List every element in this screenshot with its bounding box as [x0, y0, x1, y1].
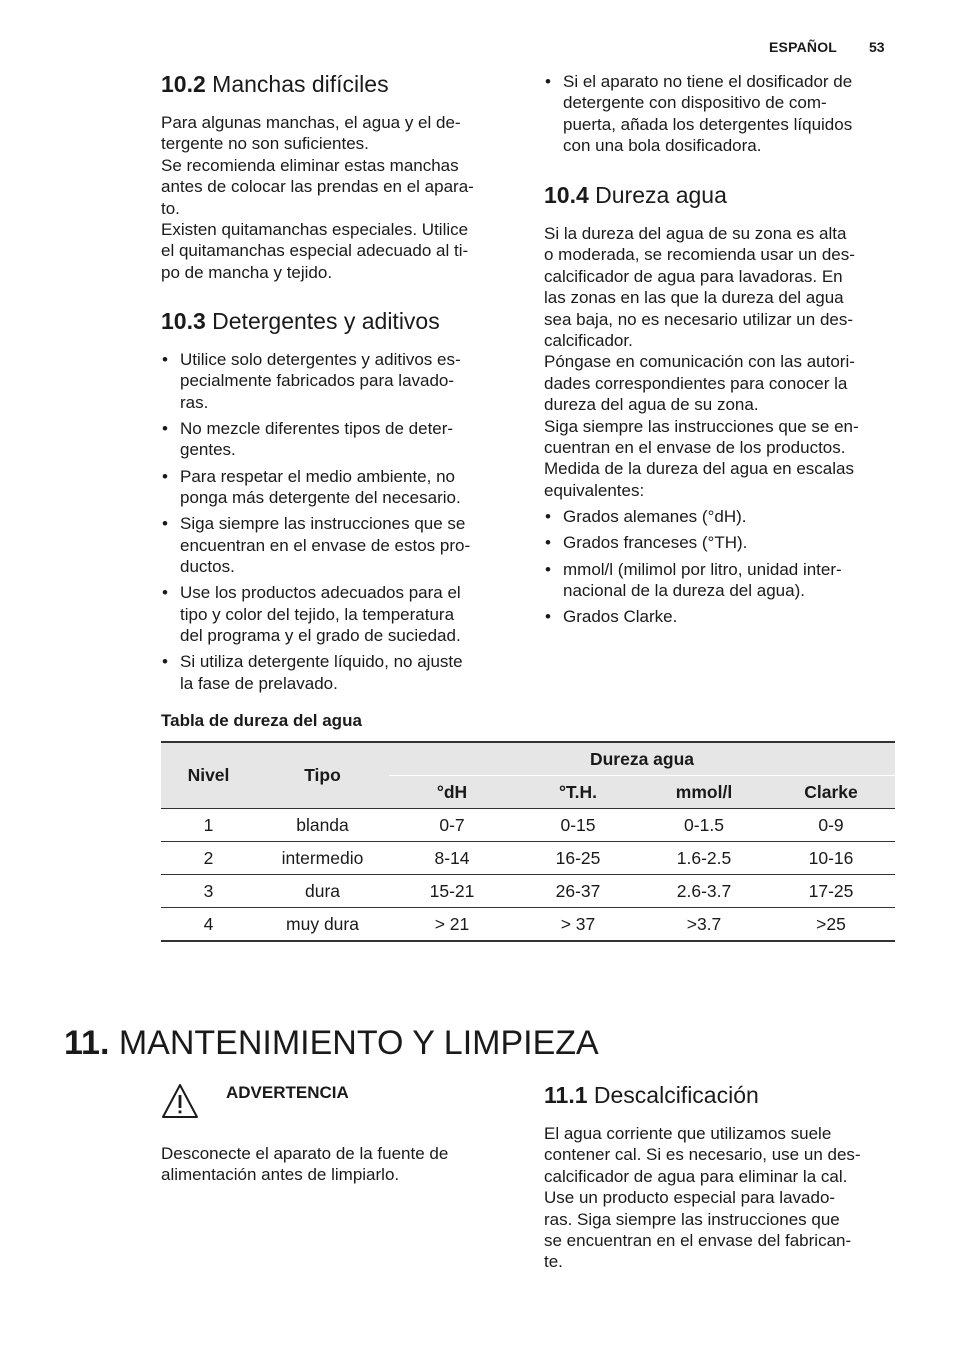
section-10-3	[161, 307, 521, 699]
list-item: • Utilice solo detergentes y aditivos es- pecialmente fabricados para lavado- ras.	[161, 349, 521, 413]
table-cell: dura	[256, 875, 389, 908]
table-header-row	[161, 742, 895, 776]
section-title: 10.3 Detergentes y aditivos	[161, 308, 440, 334]
table-row	[161, 842, 895, 875]
table-cell: 0-15	[515, 809, 641, 842]
table-cell: 0-7	[389, 809, 515, 842]
warning-text: Desconecte el aparato de la fuente de alimentación antes de limpiarlo.	[161, 1144, 449, 1185]
table-cell: >3.7	[641, 908, 767, 942]
list-item: • Grados alemanes (°dH).	[544, 506, 904, 527]
table-cell: 2.6-3.7	[641, 875, 767, 908]
list-item: • No mezcle diferentes tipos de deter- gentes.	[161, 418, 521, 461]
table-caption: Tabla de dureza del agua	[161, 711, 362, 730]
section-10-4	[544, 181, 904, 633]
table-cell: muy dura	[256, 908, 389, 942]
bullet-list	[161, 349, 521, 694]
column-header-clarke: Clarke	[767, 776, 895, 809]
column-header-dh: °dH	[389, 776, 515, 809]
section-paragraph: Para algunas manchas, el agua y el de- tergente no son suficientes. Se recomienda eliminar estas manchas antes de colocar las prendas en el apara- to. Existen quitamanchas especiales. Utilice el quitamanchas especial adecuado al ti- po de mancha y tejido.	[161, 113, 474, 282]
bullet-list	[544, 506, 904, 627]
warning-title: ADVERTENCIA	[226, 1083, 349, 1102]
table-cell: 8-14	[389, 842, 515, 875]
table-cell: 0-9	[767, 809, 895, 842]
table-row	[161, 908, 895, 942]
section-11-1	[544, 1081, 904, 1273]
table-cell: 1	[161, 809, 256, 842]
table-cell: > 37	[515, 908, 641, 942]
table-cell: blanda	[256, 809, 389, 842]
table-cell: 3	[161, 875, 256, 908]
column-header-level: Nivel	[161, 742, 256, 809]
section-title: 10.2 Manchas difíciles	[161, 71, 389, 97]
column-group-header: Dureza agua	[389, 742, 895, 776]
list-item: • Si el aparato no tiene el dosificador de detergente con dispositivo de com- puerta, añada los detergentes líquidos con una bola dosificadora.	[544, 71, 904, 157]
list-item: • Siga siempre las instrucciones que se encuentran en el envase de estos pro- ductos.	[161, 513, 521, 577]
section-10-2	[161, 70, 521, 283]
bullet-list	[544, 71, 904, 157]
table-cell: 1.6-2.5	[641, 842, 767, 875]
column-header-mmol: mmol/l	[641, 776, 767, 809]
chapter-title: 11. MANTENIMIENTO Y LIMPIEZA	[64, 1024, 599, 1062]
table-cell: 15-21	[389, 875, 515, 908]
table-cell: 26-37	[515, 875, 641, 908]
table-cell: 2	[161, 842, 256, 875]
list-item: • mmol/l (milimol por litro, unidad inter- nacional de la dureza del agua).	[544, 559, 904, 602]
header-language: ESPAÑOL	[769, 39, 838, 55]
table-cell: >25	[767, 908, 895, 942]
column-header-type: Tipo	[256, 742, 389, 809]
list-item: • Grados franceses (°TH).	[544, 532, 904, 553]
section-paragraph: Si la dureza del agua de su zona es alta o moderada, se recomienda usar un des- calcificador de agua para lavadoras. En las zonas en las que la dureza del agua sea baja, no es necesario utilizar un des- calcificador. Póngase en comunicación con las autori- dades correspondientes para conocer la dureza del agua de su zona. Siga siempre las instrucciones que se en- cuentran en el envase de los productos. Medida de la dureza del agua en escalas equivalentes:	[544, 224, 859, 500]
list-item: • Si utiliza detergente líquido, no ajuste la fase de prelavado.	[161, 651, 521, 694]
section-title: 10.4 Dureza agua	[544, 182, 727, 208]
list-item: • Use los productos adecuados para el tipo y color del tejido, la temperatura del programa y el grado de suciedad.	[161, 582, 521, 646]
table-cell: intermedio	[256, 842, 389, 875]
list-item: • Grados Clarke.	[544, 606, 904, 627]
table-cell: > 21	[389, 908, 515, 942]
table-cell: 16-25	[515, 842, 641, 875]
section-title: 11.1 Descalcificación	[544, 1082, 759, 1108]
table-cell: 0-1.5	[641, 809, 767, 842]
table-cell: 10-16	[767, 842, 895, 875]
warning-triangle-icon	[161, 1083, 201, 1121]
continued-bullet-list	[544, 71, 904, 161]
column-header-th: °T.H.	[515, 776, 641, 809]
table-cell: 17-25	[767, 875, 895, 908]
list-item: • Para respetar el medio ambiente, no ponga más detergente del necesario.	[161, 466, 521, 509]
section-paragraph: El agua corriente que utilizamos suele contener cal. Si es necesario, use un des- calcificador de agua para eliminar la cal. Use un producto especial para lavado- ras. Siga siempre las instrucciones que se encuentran en el envase del fabrican- te.	[544, 1124, 861, 1272]
table-row	[161, 875, 895, 908]
page-number: 53	[869, 39, 885, 55]
table-row	[161, 809, 895, 842]
water-hardness-table	[161, 741, 895, 942]
table-cell: 4	[161, 908, 256, 942]
